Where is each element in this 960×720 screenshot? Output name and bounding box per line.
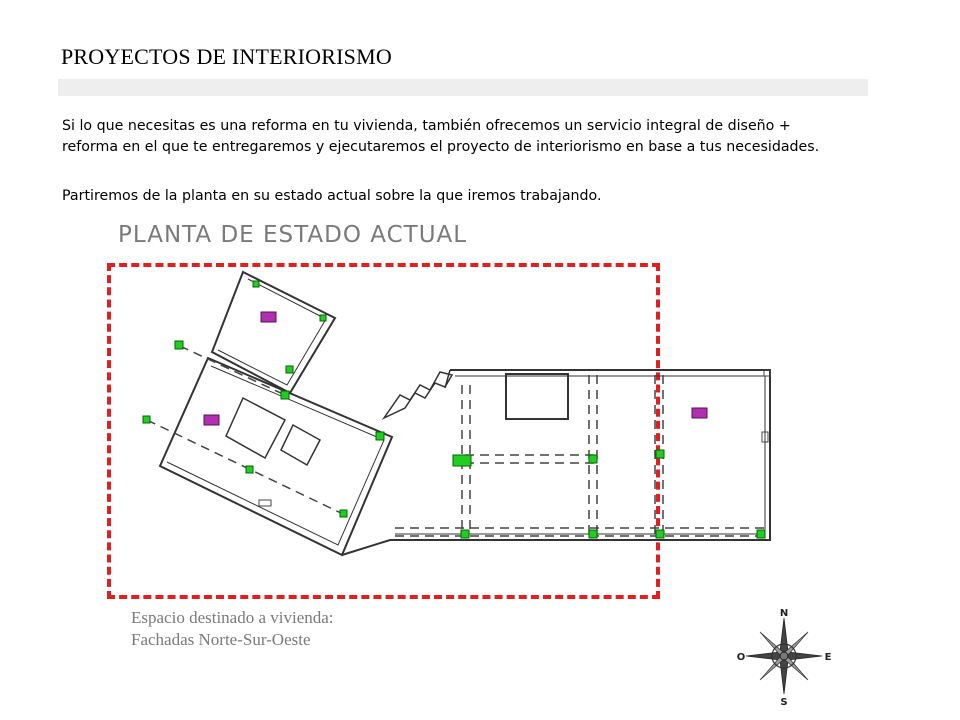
plan-title: PLANTA DE ESTADO ACTUAL <box>118 222 468 248</box>
plan-intro-paragraph: Partiremos de la planta en su estado actual sobre la que iremos trabajando. <box>62 188 602 204</box>
stair-steps <box>384 372 452 418</box>
structural-beams <box>147 346 765 536</box>
furniture-table <box>226 398 285 458</box>
compass-west-label: O <box>736 652 746 663</box>
furniture-cabinet <box>281 425 320 465</box>
door-detail <box>259 500 271 506</box>
column-markers <box>143 281 765 538</box>
compass-north-label: N <box>779 608 789 619</box>
interior-block <box>506 374 568 419</box>
page-title: PROYECTOS DE INTERIORISMO <box>61 44 392 69</box>
main-room-inner-wall <box>167 366 384 545</box>
compass-east-label: E <box>824 652 832 663</box>
main-room-outline <box>160 358 392 555</box>
caption-line-1: Espacio destinado a vivienda: <box>131 608 334 627</box>
electrical-panels <box>204 312 707 425</box>
plan-caption <box>131 607 334 651</box>
intro-paragraph: Si lo que necesitas es una reforma en tu vivienda, también ofrecemos un servicio integral de diseño + reforma en el que te entregaremos y ejecutaremos el proyecto de interiorismo en base a tus necesidades. <box>62 118 820 155</box>
compass-south-label: S <box>780 697 788 708</box>
compass-rose-icon <box>734 604 834 708</box>
caption-line-2: Fachadas Norte-Sur-Oeste <box>131 630 311 649</box>
right-wing-inner-wall <box>395 376 765 534</box>
